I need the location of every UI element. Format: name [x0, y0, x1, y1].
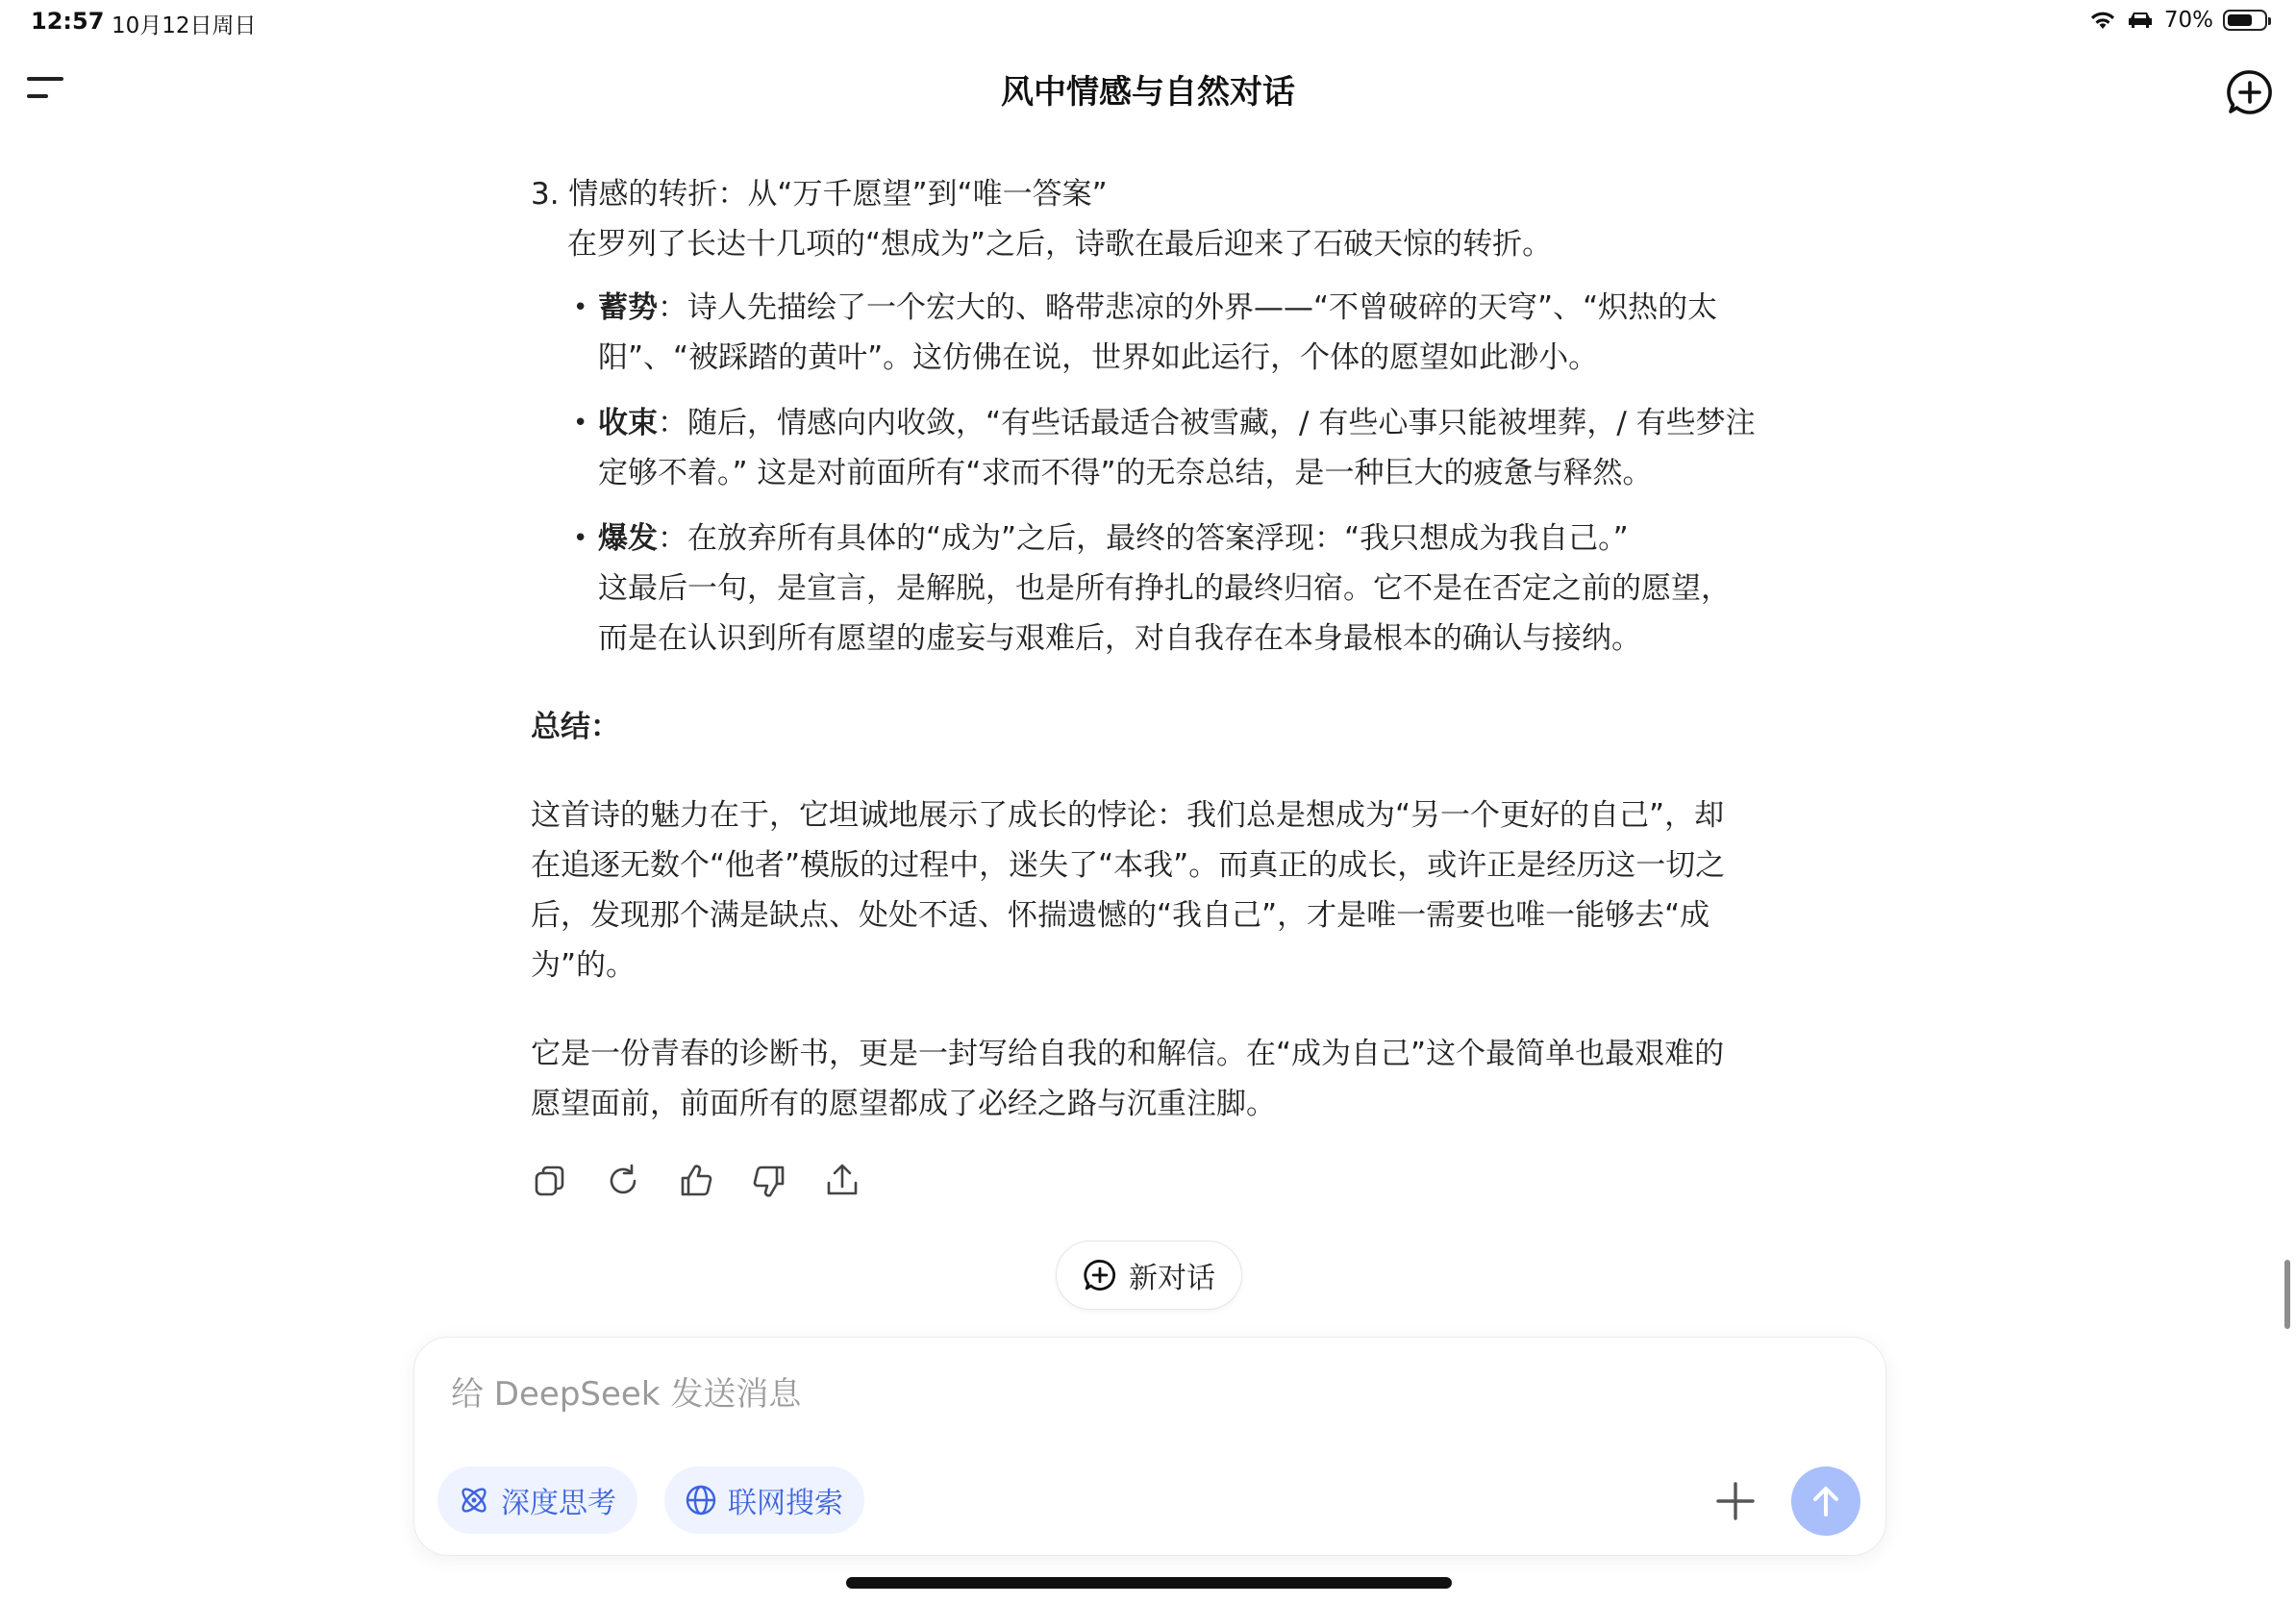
- new-chat-icon[interactable]: [2225, 67, 2275, 117]
- send-button[interactable]: [1791, 1466, 1860, 1536]
- bullet-line: 而是在认识到所有愿望的虚妄与艰难后，对自我存在本身最根本的确认与接纳。: [598, 621, 1641, 656]
- scrollbar-thumb[interactable]: [2284, 1260, 2290, 1329]
- status-time: 12:57: [31, 8, 105, 35]
- bullet-item: [573, 514, 1852, 664]
- thumbs-down-icon[interactable]: [750, 1162, 788, 1200]
- bullet-line: 定够不着。” 这是对前面所有“求而不得”的无奈总结，是一种巨大的疲惫与释然。: [598, 456, 1653, 490]
- chat-header: [0, 46, 2296, 133]
- bullet-line: ：在放弃所有具体的“成为”之后，最终的答案浮现：“我只想成为我自己。”: [658, 521, 1629, 556]
- bullet-dot-icon: •: [573, 524, 588, 553]
- summary-paragraph: 它是一份青春的诊断书，更是一封写给自我的和解信。在“成为自己”这个最简单也最艰难的 愿望面前，前面所有的愿望都成了必经之路与沉重注脚。: [531, 1037, 1725, 1121]
- battery-icon: [2223, 10, 2267, 31]
- globe-icon: [684, 1483, 718, 1517]
- arrow-up-icon: [1807, 1482, 1845, 1520]
- share-icon[interactable]: [823, 1162, 861, 1200]
- status-bar: [0, 0, 2296, 46]
- message-actions: [531, 1162, 861, 1200]
- regenerate-icon[interactable]: [604, 1162, 642, 1200]
- copy-icon[interactable]: [531, 1162, 569, 1200]
- home-indicator: [846, 1577, 1452, 1589]
- bullet-dot-icon: •: [573, 409, 588, 438]
- car-icon: [2126, 10, 2155, 31]
- bullet-dot-icon: •: [573, 293, 588, 322]
- new-chat-label: 新对话: [1129, 1262, 1215, 1295]
- bullet-item: [573, 398, 1852, 498]
- deep-think-toggle[interactable]: [437, 1466, 637, 1534]
- status-date: 10月12日周日: [112, 13, 257, 38]
- bullet-label: 蓄势: [598, 290, 658, 325]
- section-title: 3. 情感的转折：从“万千愿望”到“唯一答案”: [531, 177, 1108, 212]
- web-search-toggle[interactable]: [664, 1466, 864, 1534]
- page-title: 风中情感与自然对话: [1001, 73, 1295, 112]
- battery-level: [2228, 14, 2252, 26]
- summary-title: 总结：: [531, 710, 620, 744]
- web-search-label: 联网搜索: [728, 1487, 843, 1520]
- bullet-line: ：诗人先描绘了一个宏大的、略带悲凉的外界——“不曾破碎的天穹”、“炽热的太: [658, 290, 1718, 325]
- status-indicators: [2089, 8, 2267, 33]
- attach-plus-icon[interactable]: [1712, 1478, 1759, 1524]
- thumbs-up-icon[interactable]: [677, 1162, 715, 1200]
- wifi-icon: [2089, 10, 2116, 31]
- bullet-line: 阳”、“被踩踏的黄叶”。这仿佛在说，世界如此运行，个体的愿望如此渺小。: [598, 340, 1599, 375]
- message-input[interactable]: [449, 1366, 1703, 1422]
- bullet-label: 收束: [598, 406, 658, 440]
- bullet-label: 爆发: [598, 521, 658, 556]
- new-chat-button[interactable]: [1056, 1241, 1242, 1310]
- bullet-line: ：随后，情感向内收敛，“有些话最适合被雪藏，/ 有些心事只能被埋葬，/ 有些梦注: [658, 406, 1756, 440]
- bullet-item: [573, 283, 1852, 383]
- message-composer: [413, 1337, 1886, 1556]
- summary-paragraph: 这首诗的魅力在于，它坦诚地展示了成长的悖论：我们总是想成为“另一个更好的自己”，却 在追逐无数个“他者”模版的过程中，迷失了“本我”。而真正的成长，或许正是经历这一切之 后，发现那个满是缺点、处处不适、怀揣遗憾的“我自己”，才是唯一需要也唯一能够去“成 为”的。: [531, 798, 1726, 983]
- new-chat-icon: [1083, 1258, 1117, 1292]
- bullet-line: 这最后一句，是宣言，是解脱，也是所有挣扎的最终归宿。它不是在否定之前的愿望，: [598, 571, 1731, 606]
- deep-think-label: 深度思考: [501, 1487, 616, 1520]
- section-lead: 在罗列了长达十几项的“想成为”之后，诗歌在最后迎来了石破天惊的转折。: [567, 227, 1553, 262]
- atom-icon: [457, 1483, 491, 1517]
- battery-percent: 70%: [2163, 8, 2213, 33]
